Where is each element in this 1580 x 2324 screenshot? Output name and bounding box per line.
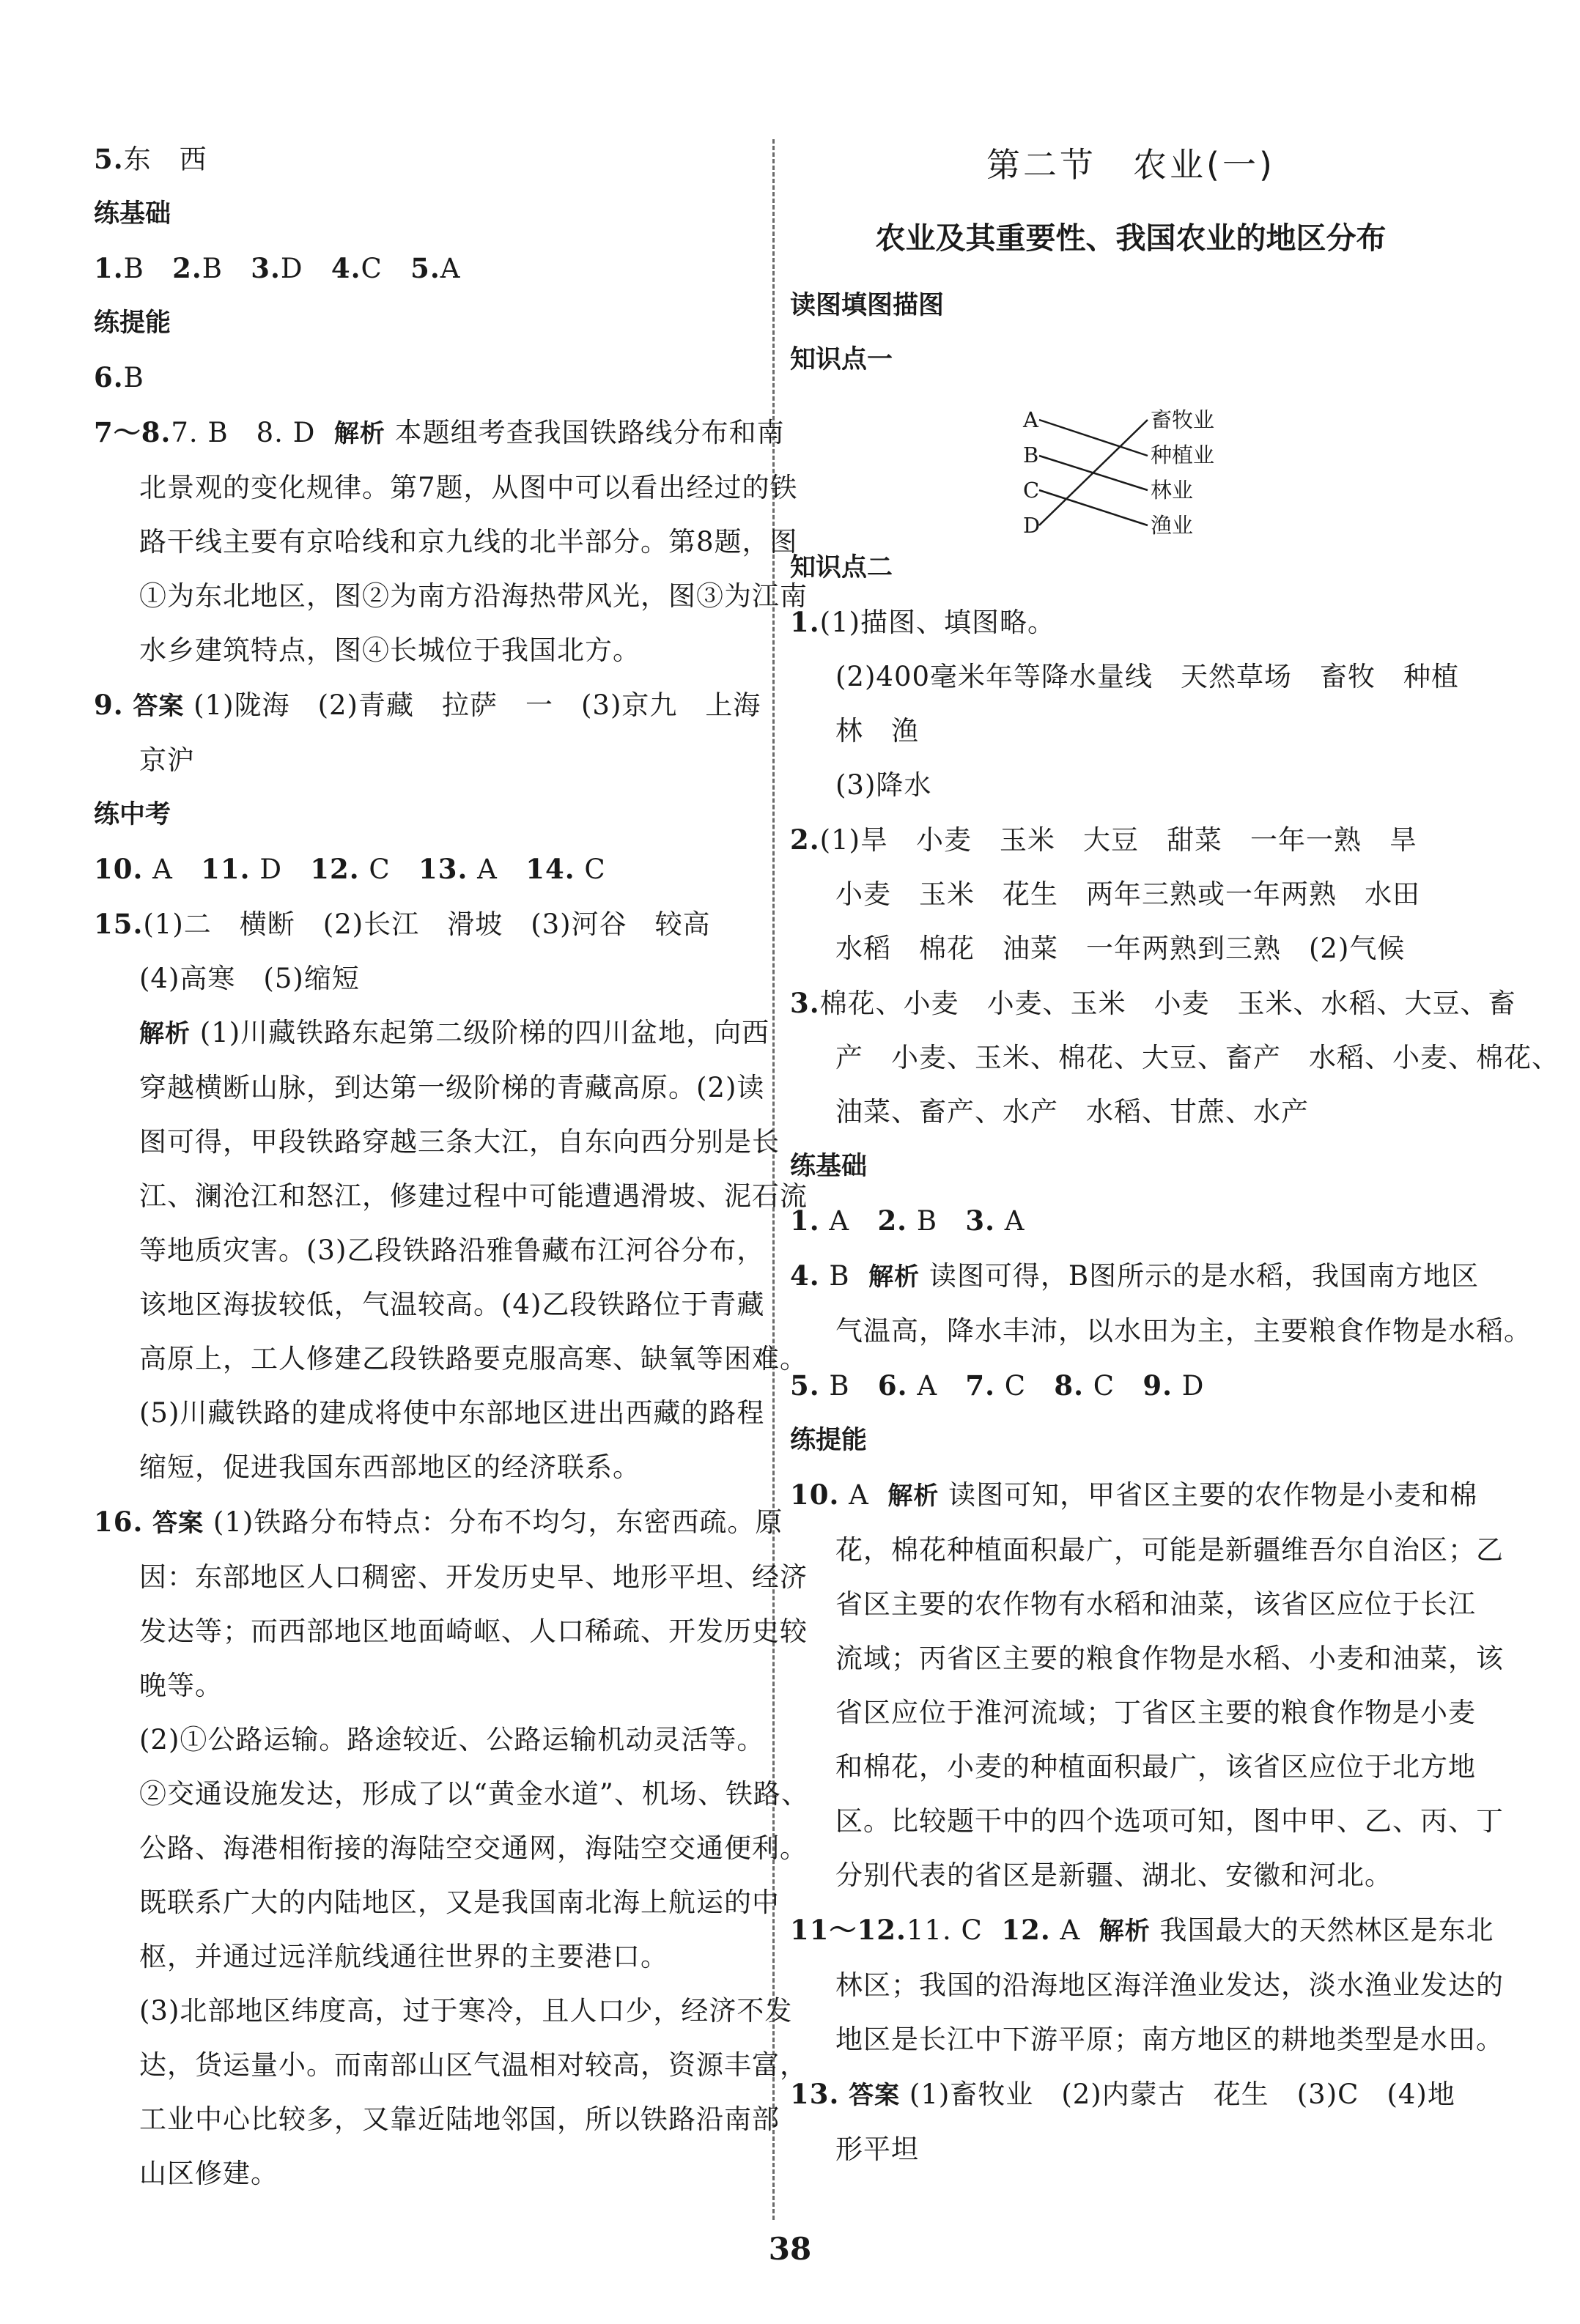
matching-lines <box>790 387 1472 541</box>
question-3: 3.棉花、小麦 小麦、玉米 小麦 玉米、水稻、大豆、畜 产 小麦、玉米、棉花、大豆、畜产 水稻、小麦、棉花、 油菜、畜产、水产 水稻、甘蔗、水产 <box>790 987 1559 1128</box>
section-heading: 练基础 <box>94 199 171 229</box>
page-number: 38 <box>768 2231 812 2267</box>
question-2: 2.(1)旱 小麦 玉米 大豆 甜菜 一年一熟 旱 小麦 玉米 花生 两年三熟或一年两熟 水田 水稻 棉花 油菜 一年两熟到三熟 (2)气候 <box>790 824 1420 964</box>
question-11-12: 11～12.11. C 12. A 解析 我国最大的天然林区是东北 林区；我国的沿海地区海洋渔业发达，淡水渔业发达的 地区是长江中下游平原；南方地区的耕地类型是水田。 <box>790 1914 1504 2055</box>
question-1: 1.(1)描图、填图略。 (2)400毫米年等降水量线 天然草场 畜牧 种植 林 渔 (3)降水 <box>790 606 1460 801</box>
explanation-label: 解析 <box>887 1481 939 1511</box>
section-heading: 练基础 <box>790 1152 868 1181</box>
section-heading: 读图填图描图 <box>790 291 945 320</box>
match-right-1: 畜牧业 <box>1151 407 1215 432</box>
question-13: 13. 答案 (1)畜牧业 (2)内蒙古 花生 (3)C (4)地 形平坦 <box>790 2078 1455 2165</box>
explanation-label: 解析 <box>139 1019 191 1048</box>
match-right-3: 林业 <box>1151 478 1194 503</box>
subsection-title: 农业及其重要性、我国农业的地区分布 <box>875 221 1387 256</box>
knowledge-point-heading: 知识点一 <box>790 345 893 374</box>
answer-line: 5.东 西 <box>94 143 207 175</box>
question-7-8: 7～8.7. B 8. D 解析 本题组考查我国铁路线分布和南 北景观的变化规律。第7题，从图中可以看出经过的铁 路干线主要有京哈线和京九线的北半部分。第8题，图 ①为东北地区，图②为南方沿海热带风光，图③为江南 水乡建筑特点，图④长城位于我国北方。 <box>94 416 808 666</box>
match-line-a <box>1039 420 1148 456</box>
question-10: 10. A 解析 读图可知，甲省区主要的农作物是小麦和棉 花，棉花种植面积最广，可能是新疆维吾尔自治区；乙 省区主要的农作物有水稻和油菜，该省区应位于长江 流域；丙省区主要的粮食作物是水稻、小麦和油菜，该 省区应位于淮河流域；丁省区主要的粮食作物是小麦 和棉花，小麦的种植面积最广，该省区应位于北方地 区。比较题干中的四个选项可知，图中甲、乙、丙、丁 分别代表的省区是新疆、湖北、安徽和河北。 <box>790 1479 1504 1891</box>
answer-label: 答案 <box>152 1509 204 1538</box>
answer-label: 答案 <box>849 2081 901 2110</box>
answer-row: 1.B 2.B 3.D 4.C 5.A <box>94 252 461 284</box>
match-right-2: 种植业 <box>1151 443 1215 467</box>
explanation-label: 解析 <box>868 1262 920 1292</box>
matching-diagram <box>790 387 1472 541</box>
left-column <box>94 132 809 2201</box>
answer-line: 6.B <box>94 361 144 393</box>
question-4: 4. B 解析 读图可得，B图所示的是水稻，我国南方地区 气温高，降水丰沛，以水田为主，主要粮食作物是水稻。 <box>790 1259 1532 1347</box>
answer-label: 答案 <box>133 692 185 721</box>
section-heading: 练中考 <box>94 800 171 829</box>
answer-row: 1. A 2. B 3. A <box>790 1204 1025 1237</box>
question-16: 16. 答案 (1)铁路分布特点：分布不均匀，东密西疏。原 因：东部地区人口稠密、开发历史早、地形平坦、经济 发达等；而西部地区地面崎岖、人口稀疏、开发历史较 晚等。 (2)①公路运输。路途较近、公路运输机动灵活等。 ②交通设施发达，形成了以“黄金水道”、机场、铁路、 公路、海港相衔接的海陆空交通网，海陆空交通便利。 既联系广大的内陆地区，又是我国南北海上航运的中 枢，并通过远洋航线通往世界的主要港口。 (3)北部地区纬度高，过于寒冷，且人口少，经济不发 达，货运量小。而南部山区气温相对较高，资源丰富， 工业中心比较多，又靠近陆地邻国，所以铁路沿南部 山区修建。 <box>94 1506 809 2189</box>
section-title: 第二节 农业(一) <box>986 145 1275 185</box>
match-right-4: 渔业 <box>1151 513 1194 538</box>
match-left-b: B <box>1023 443 1039 467</box>
section-heading: 练提能 <box>94 308 171 338</box>
match-line-d <box>1039 420 1148 525</box>
question-15: 15.(1)二 横断 (2)长江 滑坡 (3)河谷 较高 (4)高寒 (5)缩短 解析 (1)川藏铁路东起第二级阶梯的四川盆地，向西 穿越横断山脉，到达第一级阶梯的青藏高原。(2)读 图可得，甲段铁路穿越三条大江，自东向西分别是长 江、澜沧江和怒江，修建过程中可能遭遇滑坡、泥石流 等地质灾害。(3)乙段铁路沿雅鲁藏布江河谷分布， 该地区海拔较低，气温较高。(4)乙段铁路位于青藏 高原上，工人修建乙段铁路要克服高寒、缺氧等困难。 (5)川藏铁路的建成将使中东部地区进出西藏的路程 缩短，促进我国东西部地区的经济联系。 <box>94 908 808 1483</box>
match-left-d: D <box>1023 513 1041 538</box>
match-left-c: C <box>1023 478 1040 503</box>
explanation-label: 解析 <box>333 419 385 448</box>
explanation-label: 解析 <box>1099 1917 1151 1946</box>
right-column <box>790 132 1559 2177</box>
section-heading: 练提能 <box>790 1426 868 1455</box>
question-9: 9. 答案 (1)陇海 (2)青藏 拉萨 一 (3)京九 上海 京沪 <box>94 689 761 776</box>
answer-row: 5. B 6. A 7. C 8. C 9. D <box>790 1369 1205 1402</box>
knowledge-point-heading: 知识点二 <box>790 553 893 582</box>
match-left-a: A <box>1023 407 1038 432</box>
answer-row: 10. A 11. D 12. C 13. A 14. C <box>94 853 606 885</box>
match-line-c <box>1039 490 1148 525</box>
